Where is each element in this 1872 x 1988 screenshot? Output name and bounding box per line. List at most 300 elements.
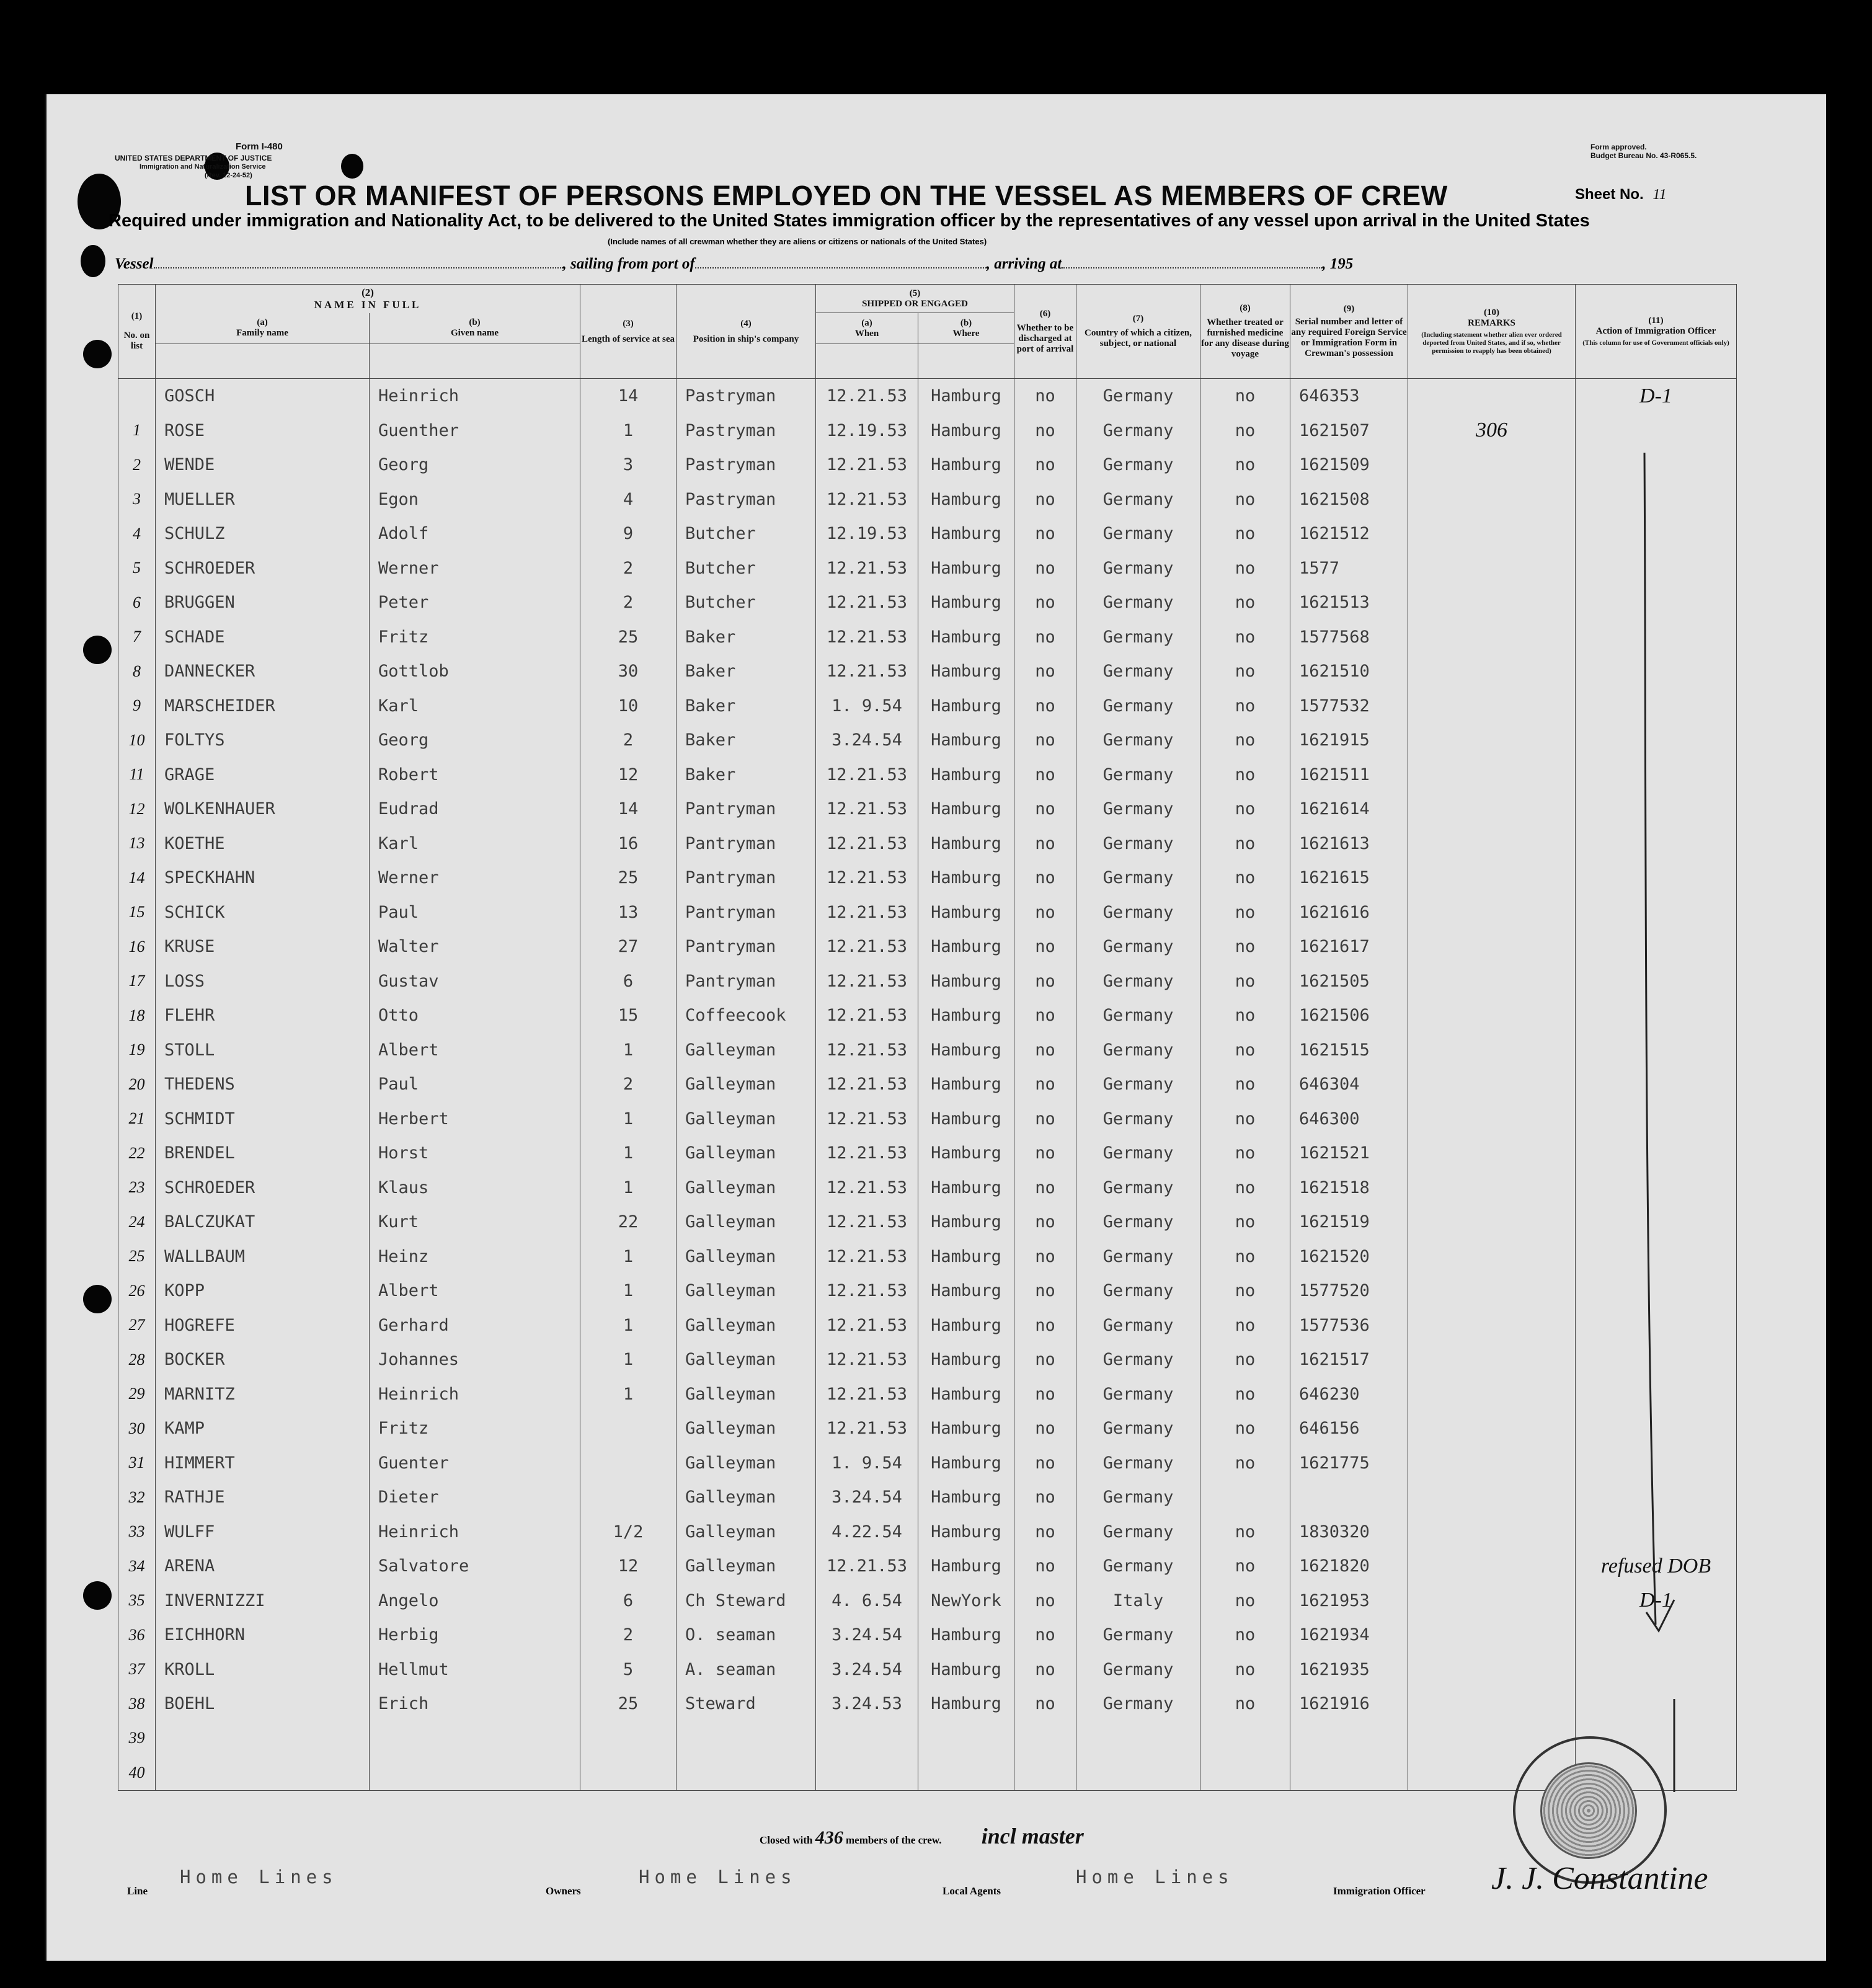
shipped-where-cell: Hamburg [918,1515,1014,1550]
length-of-service-cell: 2 [580,723,676,758]
treated-cell: no [1200,1136,1290,1171]
line-value: Home Lines [180,1866,338,1888]
position-cell: Coffeecook [676,998,816,1033]
row-number: 40 [118,1755,156,1790]
shipped-when-cell: 12.21.53 [816,964,918,999]
row-number: 1 [118,414,156,448]
family-name-cell: KAMP [156,1411,370,1446]
discharged-cell: no [1014,1480,1076,1515]
given-name-cell: Gottlob [370,654,580,689]
discharged-cell: no [1014,827,1076,861]
form-number: Form I-480 [236,141,283,152]
position-cell: Butcher [676,551,816,586]
length-of-service-cell: 14 [580,379,676,414]
treated-cell: no [1200,1274,1290,1308]
length-of-service-cell: 5 [580,1653,676,1687]
year-label: , 195 [1322,255,1354,272]
position-cell: Butcher [676,517,816,551]
given-name-cell: Klaus [370,1171,580,1205]
country-cell: Germany [1076,792,1200,827]
family-name-cell: WENDE [156,448,370,482]
shipped-where-cell: Hamburg [918,1653,1014,1687]
family-name-cell: MUELLER [156,482,370,517]
serial-number-cell: 1621953 [1290,1584,1408,1618]
position-cell: Baker [676,620,816,655]
country-cell: Germany [1076,1446,1200,1481]
row-number: 37 [118,1653,156,1687]
country-cell: Germany [1076,1240,1200,1274]
row-number: 30 [118,1411,156,1446]
treated-cell: no [1200,482,1290,517]
row-number: 14 [118,861,156,895]
length-of-service-cell: 1 [580,1342,676,1377]
shipped-when-cell: 3.24.54 [816,1618,918,1653]
discharged-cell: no [1014,414,1076,448]
shipped-when-cell: 12.21.53 [816,1240,918,1274]
given-name-cell: Georg [370,448,580,482]
shipped-when-cell: 12.21.53 [816,448,918,482]
serial-number-cell: 646230 [1290,1377,1408,1412]
serial-number-cell: 1621935 [1290,1653,1408,1687]
shipped-when-cell: 4.22.54 [816,1515,918,1550]
given-name-cell: Herbig [370,1618,580,1653]
length-of-service-cell: 9 [580,517,676,551]
family-name-cell: BOEHL [156,1687,370,1721]
position-cell: Steward [676,1687,816,1721]
given-name-cell: Fritz [370,1411,580,1446]
position-cell: Galleyman [676,1067,816,1102]
discharged-cell: no [1014,930,1076,964]
shipped-when-cell: 12.21.53 [816,1377,918,1412]
row-number: 20 [118,1067,156,1102]
family-name-cell: FLEHR [156,998,370,1033]
row-number: 33 [118,1515,156,1550]
shipped-where-cell: Hamburg [918,414,1014,448]
serial-number-cell: 1621506 [1290,998,1408,1033]
given-name-cell: Horst [370,1136,580,1171]
position-cell: Galleyman [676,1033,816,1068]
family-name-cell: KOPP [156,1274,370,1308]
family-name-cell: BOCKER [156,1342,370,1377]
serial-number-cell: 1621934 [1290,1618,1408,1653]
country-cell: Germany [1076,482,1200,517]
treated-cell: no [1200,1240,1290,1274]
length-of-service-cell: 25 [580,620,676,655]
shipped-when-cell: 12.21.53 [816,998,918,1033]
country-cell: Germany [1076,1067,1200,1102]
country-cell: Germany [1076,517,1200,551]
header-when: (a) When [816,313,918,344]
given-name-cell: Karl [370,689,580,724]
treated-cell: no [1200,1377,1290,1412]
shipped-when-cell: 12.21.53 [816,1308,918,1343]
length-of-service-cell: 2 [580,551,676,586]
position-cell: Baker [676,654,816,689]
country-cell: Germany [1076,1411,1200,1446]
country-cell: Germany [1076,1480,1200,1515]
shipped-where-cell: Hamburg [918,1687,1014,1721]
length-of-service-cell: 1 [580,1102,676,1137]
position-cell: O. seaman [676,1618,816,1653]
given-name-cell: Angelo [370,1584,580,1618]
shipped-where-cell: Hamburg [918,1274,1014,1308]
shipped-when-cell: 3.24.54 [816,723,918,758]
header-country: (7) Country of which a citizen, subject, or national [1076,285,1200,379]
position-cell: Galleyman [676,1205,816,1240]
family-name-cell: SCHADE [156,620,370,655]
owners-label: Owners [546,1885,581,1897]
position-cell: Galleyman [676,1240,816,1274]
country-cell: Germany [1076,1618,1200,1653]
discharged-cell: no [1014,1240,1076,1274]
header-no-on-list: (1) No. on list [118,285,156,379]
serial-number-cell: 1621520 [1290,1240,1408,1274]
position-cell: Baker [676,689,816,724]
line-label: Line [127,1885,148,1897]
discharged-cell: no [1014,1446,1076,1481]
header-discharged: (6) Whether to be discharged at port of arrival [1014,285,1076,379]
row-number: 2 [118,448,156,482]
treated-cell: no [1200,861,1290,895]
position-cell: Galleyman [676,1136,816,1171]
country-cell: Germany [1076,551,1200,586]
discharged-cell: no [1014,585,1076,620]
length-of-service-cell: 1 [580,1171,676,1205]
position-cell: Galleyman [676,1102,816,1137]
shipped-when-cell: 3.24.53 [816,1687,918,1721]
header-remarks: (10) REMARKS (Including statement whether alien ever ordered deported from United States, and if so, whether permission to reapply has been obtained) [1408,285,1576,379]
country-cell: Germany [1076,1274,1200,1308]
closing-handwritten-note: incl master [981,1824,1084,1848]
row-number: 10 [118,723,156,758]
shipped-where-cell: Hamburg [918,964,1014,999]
serial-number-cell: 1577568 [1290,620,1408,655]
family-name-cell: MARSCHEIDER [156,689,370,724]
given-name-cell: Dieter [370,1480,580,1515]
shipped-when-cell: 12.21.53 [816,654,918,689]
country-cell: Germany [1076,895,1200,930]
discharged-cell: no [1014,551,1076,586]
row-number: 17 [118,964,156,999]
position-cell: Baker [676,758,816,792]
length-of-service-cell: 27 [580,930,676,964]
treated-cell: no [1200,723,1290,758]
shipped-when-cell: 12.21.53 [816,1549,918,1584]
position-cell: Pantryman [676,827,816,861]
family-name-cell: SCHMIDT [156,1102,370,1137]
discharged-cell: no [1014,861,1076,895]
agency-name: UNITED STATES DEPARTMENT OF JUSTICE [115,154,272,162]
treated-cell: no [1200,414,1290,448]
family-name-cell: KRUSE [156,930,370,964]
header-given-name: (b) Given name [370,313,580,344]
treated-cell: no [1200,1446,1290,1481]
shipped-when-cell: 12.21.53 [816,482,918,517]
shipped-where-cell: Hamburg [918,1136,1014,1171]
discharged-cell: no [1014,895,1076,930]
row-number: 13 [118,827,156,861]
row-number: 25 [118,1240,156,1274]
serial-number-cell: 646300 [1290,1102,1408,1137]
remarks-cell: 306 [1408,414,1576,448]
discharged-cell: no [1014,792,1076,827]
position-cell: Galleyman [676,1515,816,1550]
country-cell: Italy [1076,1584,1200,1618]
serial-number-cell: 1577 [1290,551,1408,586]
country-cell: Germany [1076,379,1200,414]
shipped-where-cell: Hamburg [918,827,1014,861]
serial-number-cell: 1621775 [1290,1446,1408,1481]
position-cell: Pantryman [676,861,816,895]
action-cell: D-1 [1576,379,1737,414]
given-name-cell: Heinrich [370,1515,580,1550]
shipped-where-cell: Hamburg [918,1240,1014,1274]
treated-cell: no [1200,620,1290,655]
shipped-when-cell: 12.21.53 [816,758,918,792]
discharged-cell: no [1014,1136,1076,1171]
family-name-cell: DANNECKER [156,654,370,689]
length-of-service-cell: 14 [580,792,676,827]
family-name-cell: STOLL [156,1033,370,1068]
country-cell: Germany [1076,1308,1200,1343]
treated-cell: no [1200,1171,1290,1205]
treated-cell: no [1200,1411,1290,1446]
row-number: 6 [118,585,156,620]
country-cell: Germany [1076,414,1200,448]
family-name-cell: BRENDEL [156,1136,370,1171]
subtitle: Required under immigration and Nationality Act, to be delivered to the United States immigration officer by the representatives of any vessel upon arrival in the United States [109,211,1590,231]
shipped-when-cell: 12.21.53 [816,585,918,620]
family-name-cell: WALLBAUM [156,1240,370,1274]
length-of-service-cell: 3 [580,448,676,482]
family-name-cell: THEDENS [156,1067,370,1102]
length-of-service-cell: 2 [580,585,676,620]
length-of-service-cell: 13 [580,895,676,930]
row-number: 35 [118,1584,156,1618]
treated-cell: no [1200,827,1290,861]
serial-number-cell: 1621517 [1290,1342,1408,1377]
serial-number-cell: 1621615 [1290,861,1408,895]
row-number: 11 [118,758,156,792]
shipped-when-cell: 12.21.53 [816,1136,918,1171]
local-agents-value: Home Lines [1076,1866,1234,1888]
country-cell: Germany [1076,861,1200,895]
discharged-cell: no [1014,1102,1076,1137]
position-cell: Ch Steward [676,1584,816,1618]
serial-number-cell: 646353 [1290,379,1408,414]
position-cell: Pantryman [676,930,816,964]
country-cell: Germany [1076,1549,1200,1584]
header-action: (11) Action of Immigration Officer (This column for use of Government officials only) [1576,285,1737,379]
serial-number-cell: 1621613 [1290,827,1408,861]
serial-number-cell: 1830320 [1290,1515,1408,1550]
country-cell: Germany [1076,1515,1200,1550]
row-number: 31 [118,1446,156,1481]
given-name-cell: Gerhard [370,1308,580,1343]
header-name-in-full: (2) NAME IN FULL [156,285,580,313]
country-cell: Germany [1076,998,1200,1033]
position-cell: Pastryman [676,379,816,414]
country-cell: Germany [1076,620,1200,655]
treated-cell: no [1200,585,1290,620]
serial-number-cell: 1621507 [1290,414,1408,448]
shipped-where-cell: Hamburg [918,1067,1014,1102]
shipped-when-cell: 12.21.53 [816,930,918,964]
length-of-service-cell: 1 [580,1308,676,1343]
serial-number-cell: 1621521 [1290,1136,1408,1171]
shipped-when-cell: 12.21.53 [816,895,918,930]
shipped-where-cell: NewYork [918,1584,1014,1618]
row-number: 16 [118,930,156,964]
country-cell: Germany [1076,1033,1200,1068]
given-name-cell: Adolf [370,517,580,551]
given-name-cell: Salvatore [370,1549,580,1584]
row-number: 12 [118,792,156,827]
treated-cell: no [1200,1102,1290,1137]
discharged-cell: no [1014,1549,1076,1584]
sheet-number-label: Sheet No. [1575,186,1644,203]
family-name-cell: WULFF [156,1515,370,1550]
shipped-where-cell: Hamburg [918,930,1014,964]
header-length-of-service: (3) Length of service at sea [580,285,676,379]
treated-cell: no [1200,551,1290,586]
shipped-when-cell: 12.21.53 [816,861,918,895]
row-number: 24 [118,1205,156,1240]
given-name-cell: Egon [370,482,580,517]
length-of-service-cell: 1 [580,1274,676,1308]
country-cell: Germany [1076,1171,1200,1205]
discharged-cell: no [1014,1067,1076,1102]
shipped-where-cell: Hamburg [918,654,1014,689]
treated-cell: no [1200,1584,1290,1618]
shipped-where-cell: Hamburg [918,1549,1014,1584]
shipped-where-cell: Hamburg [918,1102,1014,1137]
discharged-cell: no [1014,1411,1076,1446]
family-name-cell: KROLL [156,1653,370,1687]
discharged-cell: no [1014,1274,1076,1308]
family-name-cell: FOLTYS [156,723,370,758]
given-name-cell: Walter [370,930,580,964]
length-of-service-cell: 12 [580,758,676,792]
agency-division: Immigration and Naturalization Service [140,163,266,171]
position-cell: Pastryman [676,448,816,482]
country-cell: Germany [1076,1687,1200,1721]
closed-prefix: Closed with [760,1834,813,1846]
discharged-cell: no [1014,1342,1076,1377]
given-name-cell: Georg [370,723,580,758]
form-revision: (Rev. 12-24-52) [205,172,252,179]
shipped-when-cell: 3.24.54 [816,1653,918,1687]
length-of-service-cell: 2 [580,1618,676,1653]
treated-cell: no [1200,964,1290,999]
shipped-where-cell: Hamburg [918,861,1014,895]
country-cell: Germany [1076,964,1200,999]
document-title: LIST OR MANIFEST OF PERSONS EMPLOYED ON THE VESSEL AS MEMBERS OF CREW [245,180,1448,211]
serial-number-cell: 646304 [1290,1067,1408,1102]
row-number: 39 [118,1721,156,1756]
position-cell: Galleyman [676,1377,816,1412]
discharged-cell: no [1014,1033,1076,1068]
serial-number-cell: 1621915 [1290,723,1408,758]
position-cell: A. seaman [676,1653,816,1687]
country-cell: Germany [1076,1377,1200,1412]
country-cell: Germany [1076,654,1200,689]
length-of-service-cell: 15 [580,998,676,1033]
family-name-cell: WOLKENHAUER [156,792,370,827]
shipped-when-cell: 12.21.53 [816,1033,918,1068]
discharged-cell: no [1014,1687,1076,1721]
family-name-cell: SCHULZ [156,517,370,551]
given-name-cell: Kurt [370,1205,580,1240]
row-number: 23 [118,1171,156,1205]
closed-suffix: members of the crew. [845,1834,942,1846]
length-of-service-cell: 2 [580,1067,676,1102]
shipped-where-cell: Hamburg [918,1171,1014,1205]
shipped-where-cell: Hamburg [918,379,1014,414]
treated-cell: no [1200,1618,1290,1653]
row-number: 3 [118,482,156,517]
length-of-service-cell: 22 [580,1205,676,1240]
given-name-cell: Eudrad [370,792,580,827]
family-name-cell: SCHICK [156,895,370,930]
shipped-when-cell: 12.19.53 [816,517,918,551]
length-of-service-cell: 16 [580,827,676,861]
length-of-service-cell: 12 [580,1549,676,1584]
serial-number-cell: 1577532 [1290,689,1408,724]
closed-count: 436 [815,1827,843,1848]
position-cell: Galleyman [676,1446,816,1481]
serial-number-cell: 1621515 [1290,1033,1408,1068]
shipped-where-cell: Hamburg [918,758,1014,792]
row-number: 29 [118,1377,156,1412]
length-of-service-cell: 25 [580,861,676,895]
position-cell: Galleyman [676,1171,816,1205]
discharged-cell: no [1014,379,1076,414]
row-number: 26 [118,1274,156,1308]
length-of-service-cell: 1 [580,1136,676,1171]
shipped-where-cell: Hamburg [918,1480,1014,1515]
country-cell: Germany [1076,930,1200,964]
shipped-when-cell: 12.21.53 [816,620,918,655]
given-name-cell: Guenter [370,1446,580,1481]
length-of-service-cell: 1 [580,1033,676,1068]
country-cell: Germany [1076,758,1200,792]
position-cell: Pantryman [676,964,816,999]
treated-cell: no [1200,654,1290,689]
treated-cell: no [1200,1205,1290,1240]
position-cell: Baker [676,723,816,758]
discharged-cell: no [1014,448,1076,482]
family-name-cell: LOSS [156,964,370,999]
position-cell: Pastryman [676,482,816,517]
treated-cell: no [1200,1515,1290,1550]
treated-cell: no [1200,1067,1290,1102]
country-cell: Germany [1076,689,1200,724]
row-number: 5 [118,551,156,586]
shipped-where-cell: Hamburg [918,517,1014,551]
shipped-where-cell: Hamburg [918,1446,1014,1481]
discharged-cell: no [1014,689,1076,724]
position-cell: Galleyman [676,1274,816,1308]
row-number: 27 [118,1308,156,1343]
shipped-when-cell: 12.21.53 [816,379,918,414]
given-name-cell: Heinrich [370,1377,580,1412]
given-name-cell: Werner [370,551,580,586]
given-name-cell: Werner [370,861,580,895]
family-name-cell: HOGREFE [156,1308,370,1343]
shipped-when-cell: 1. 9.54 [816,1446,918,1481]
treated-cell: no [1200,998,1290,1033]
